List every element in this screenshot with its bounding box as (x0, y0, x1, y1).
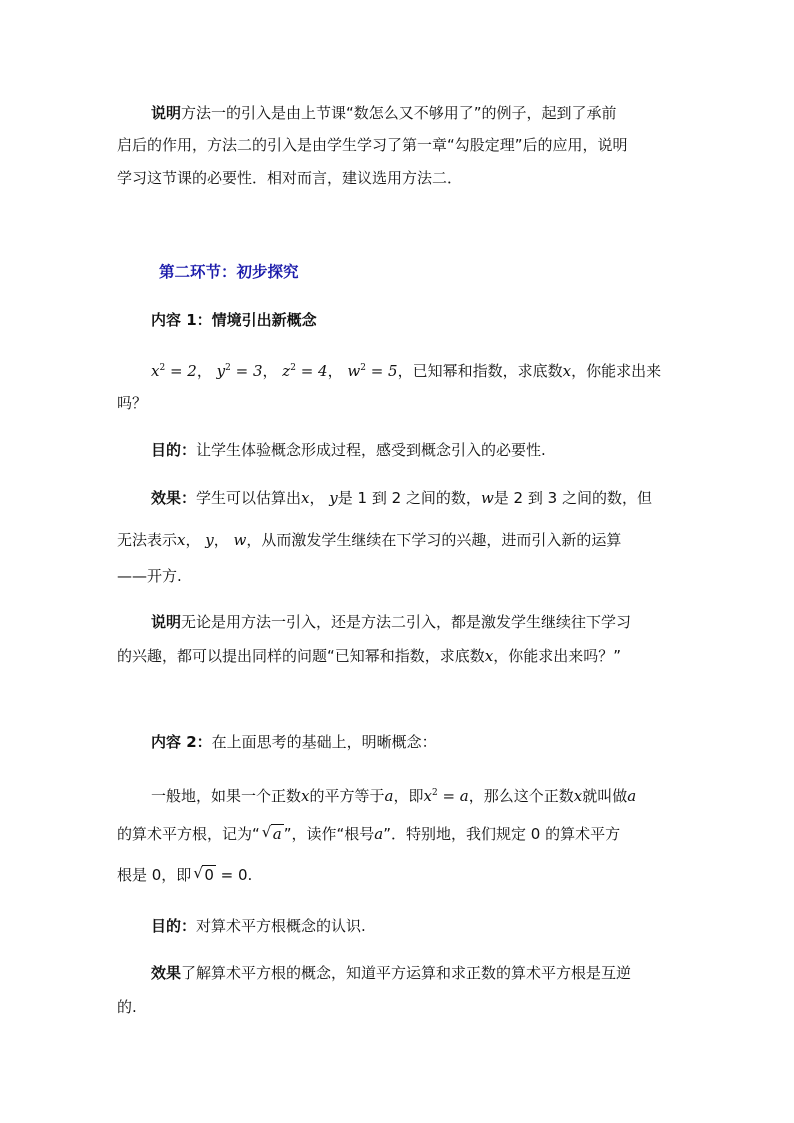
effect2-label: 效果 (151, 964, 182, 982)
content2-text1b: 的平方等于 (309, 787, 385, 805)
var-y: y (329, 489, 338, 507)
var-x: x (301, 787, 310, 805)
note2-line2 (117, 646, 621, 666)
effect1-text2a: 无法表示 (117, 531, 178, 549)
effect2-text1: 了解算术平方根的概念，知道平方运算和求正数的算术平方根是互逆 (181, 964, 632, 982)
content2-line1 (151, 783, 636, 803)
effect1-text1b: 是 1 到 2 之间的数， (337, 489, 481, 507)
note2-line1 (151, 612, 631, 632)
var-x: x (562, 362, 572, 380)
var-x: x (484, 647, 494, 665)
var-w: w (233, 531, 247, 549)
content2-line3 (117, 865, 252, 885)
eq-w-squared: $w^2 = 5$ (347, 362, 398, 380)
content1-question-line1: $x^2 = 2$， $y^2 = 3$， $z^2 = 4$， $w^2 = 5$，已知幂和指数，求底数x，你能求出来 (151, 362, 662, 380)
effect1-line2: 无法表示x， y， w，从而激发学生继续在下学习的兴趣，进而引入新的运算 (117, 531, 622, 549)
note1-line1 (151, 103, 617, 123)
content2-heading: 内容 2： (151, 733, 212, 751)
eq-x-squared-a: $x^2 = a$ (423, 787, 469, 805)
content2-text2a: 的算术平方根，记为“ (117, 825, 260, 843)
effect1-text1a: 学生可以估算出 (196, 489, 302, 507)
content2-heading-line (151, 732, 437, 752)
sqrt-a-symbol: √ a (261, 823, 282, 843)
var-x: x (573, 787, 583, 805)
effect1-text1c: 是 2 到 3 之间的数，但 (493, 489, 652, 507)
note1-text1: 方法一的引入是由上节课“数怎么又不够用了”的例子，起到了承前 (181, 104, 617, 122)
content2-text3a: 根是 0，即 (117, 866, 192, 884)
effect1-label: 效果： (151, 489, 197, 507)
effect2-line1 (151, 963, 631, 983)
goal2-text: 对算术平方根概念的认识. (196, 917, 366, 935)
note1-label: 说明 (151, 104, 182, 122)
goal1-text: 让学生体验概念形成过程，感受到概念引入的必要性. (196, 441, 546, 459)
goal1-line (151, 440, 546, 460)
var-a: a (627, 787, 637, 805)
goal2-label: 目的： (151, 917, 197, 935)
note1-line3: 学习这节课的必要性．相对而言，建议选用方法二． (117, 169, 463, 187)
content2-text1e: 就叫做 (582, 787, 628, 805)
effect2-line2: 的. (117, 998, 137, 1016)
sqrt-zero-symbol: √ 0 (193, 864, 214, 884)
content2-text1a: 一般地，如果一个正数 (151, 787, 302, 805)
eq-sqrt-zero: = 0. (215, 866, 253, 884)
effect1-text2b: ，从而激发学生继续在下学习的兴趣，进而引入新的运算 (246, 531, 622, 549)
content2-text1c: ，即 (393, 787, 424, 805)
content1-heading: 内容 1：情境引出新概念 (151, 311, 317, 329)
note2-text2a: 的兴趣，都可以提出同样的问题“已知幂和指数，求底数 (117, 647, 485, 665)
var-x: x (301, 489, 310, 507)
note2-text1: 无论是用方法一引入，还是方法二引入，都是激发学生继续往下学习 (181, 613, 632, 631)
eq-y-squared: $y^2 = 3$ (216, 362, 263, 380)
eq-x-squared: $x^2 = 2$ (151, 362, 197, 380)
content2-line2 (117, 824, 620, 844)
eq-z-squared: $z^2 = 4$ (282, 362, 328, 380)
var-w: w (480, 489, 494, 507)
note2-label: 说明 (151, 613, 182, 631)
content1-question-tail: ，已知幂和指数，求底数 (397, 362, 563, 380)
content2-text1d: ，那么这个正数 (468, 787, 574, 805)
effect1-line1: 效果：学生可以估算出x， y是 1 到 2 之间的数，w是 2 到 3 之间的数，但 (151, 489, 652, 507)
content2-text2c: ”．特别地，我们规定 0 的算术平方 (383, 825, 621, 843)
goal1-label: 目的： (151, 441, 197, 459)
content1-question-end: ，你能求出来 (571, 362, 662, 380)
var-x: x (177, 531, 186, 549)
content1-question-line2: 吗？ (117, 394, 148, 412)
note2-text2b: ，你能求出来吗？” (493, 647, 622, 665)
goal2-line (151, 916, 366, 936)
var-a: a (384, 787, 394, 805)
section-title: 第二环节：初步探究 (159, 263, 299, 281)
content2-heading-text: 在上面思考的基础上，明晰概念： (211, 733, 437, 751)
effect1-line3: ——开方. (117, 567, 182, 585)
var-a: a (374, 825, 384, 843)
content2-text2b: ”，读作“根号 (283, 825, 375, 843)
note1-line2: 启后的作用，方法二的引入是由学生学习了第一章“勾股定理”后的应用，说明 (117, 136, 628, 154)
var-y: y (205, 531, 214, 549)
